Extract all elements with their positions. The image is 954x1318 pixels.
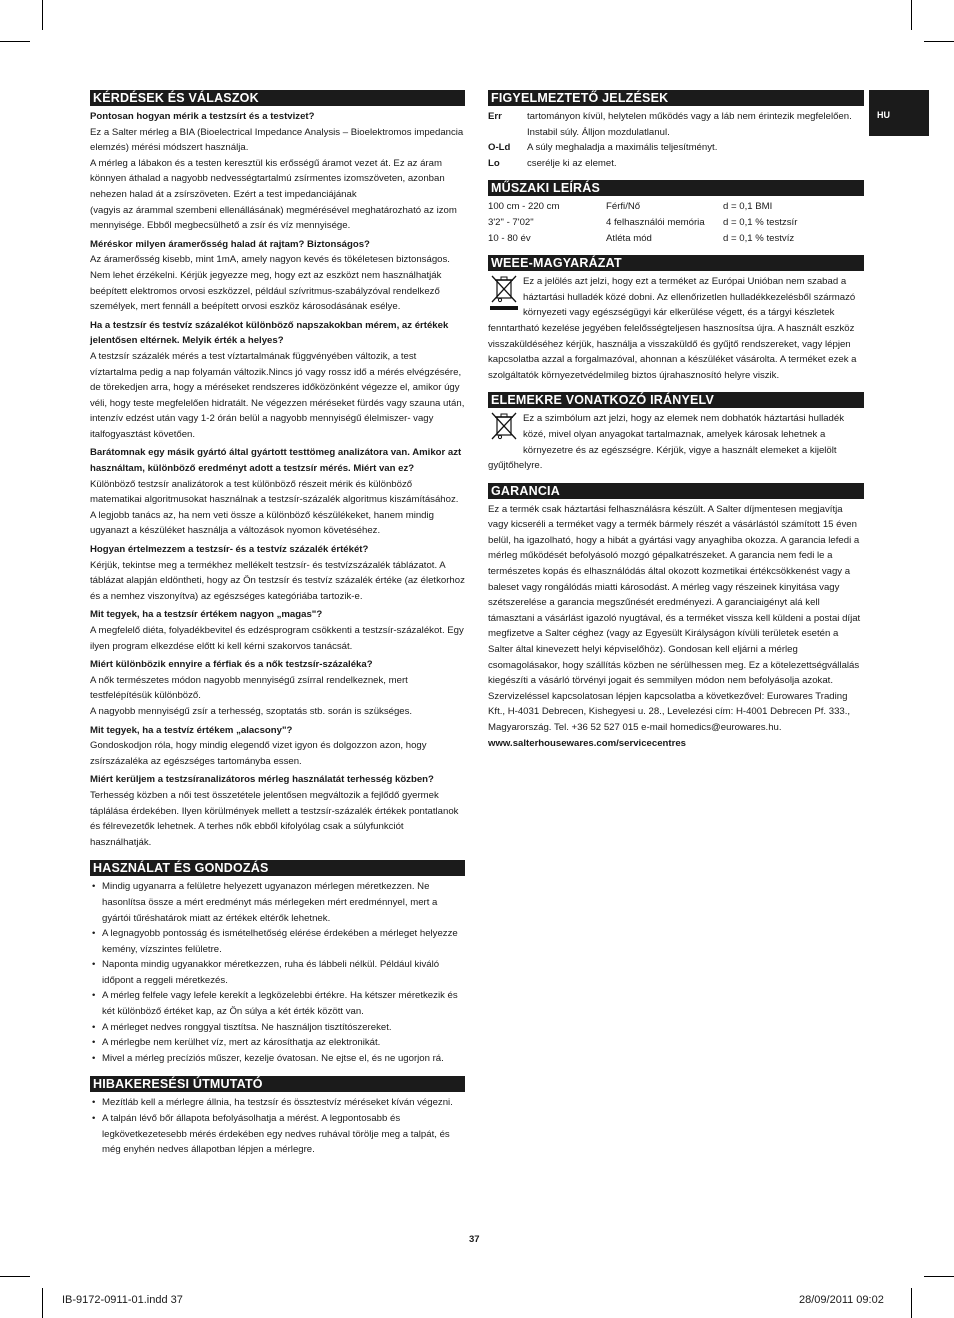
crop-mark bbox=[924, 1276, 954, 1277]
spec-cell: 10 - 80 év bbox=[488, 232, 531, 244]
qa-question: Miért kerüljem a testzsíranalizátoros mérleg használatát terhesség közben? bbox=[90, 774, 434, 786]
list-item: • Mindig ugyanarra a felületre helyezett ugyanazon mérlegen méretkezzen. Ne hasonlítsa össze a mért eredményt más mérlegeken mért eredménnyel, mert a gyártói tűréshatárok miatt az értékek eltérők lehetnek. bbox=[90, 879, 465, 926]
list-item: • A mérlegbe nem kerülhet víz, mert az károsíthatja az elektronikát. bbox=[90, 1035, 465, 1051]
qa-answer: Ez a Salter mérleg a BIA (Bioelectrical Impedance Analysis – Bioelektromos impedancia elemzés) mérési módszert használja. bbox=[90, 126, 464, 154]
spec-row bbox=[488, 231, 864, 247]
crop-mark bbox=[911, 0, 912, 30]
crossed-bin-icon bbox=[488, 274, 520, 312]
language-tab-label: HU bbox=[877, 110, 890, 120]
warranty-text: Ez a termék csak háztartási felhasználásra készült. A Salter díjmentesen megjavítja vagy kicseréli a terméket vagy a termék bármely részét a vásárlástól számított 15 éven belül, ha igazolható, hogy a hibát a gyártási vagy anyaghiba okozza. A garancia lefedi a mérleg működését befolyásoló mozgó gépalkatrészeket. A garancia nem fedi le a természetes kopás és elhasználódás által okozott kozmetikai értékcsökkenést vagy a baleset vagy rongálódás miatti károsodást. A mérleg vagy részeinek kinyitása vagy szétszerelése a garancia megszűnését eredményezi. A garanciaigényt alá kell támasztani a vásárlást igazoló nyugtával, és a terméket vissza kell küldeni a postai díjat megfizetve a Salter céghez (vagy az Egyesült Királyságon kívüli területek esetén a Salter által kinevezett helyi képviselőhöz). Gondosan kell eljárni a mérleg csomagolásakor, hogy szállítás közben ne sérülhessen meg. Ez a kötelezettségvállalás kiegészíti a vásárló törvényi jogait és semmilyen módon nem befolyásolja azokat. Szervizeléssel kapcsolatosan lépjen kapcsolatba a következővel: Eurowares Trading Kft., H-4031 Debrecen, Kishegyesi u. 28., Levelezési cím: H-4001 Debrecen Pf. 333., Magyarország. Tel. +36 52 527 015 e-mail homedics@eurowares.hu. bbox=[488, 503, 861, 733]
specs-heading: MŰSZAKI LEÍRÁS bbox=[488, 180, 864, 196]
warning-code: O-Ld bbox=[488, 142, 511, 154]
weee-heading: WEEE-MAGYARÁZAT bbox=[488, 255, 864, 271]
list-item: • A legnagyobb pontosság és ismételhetőség elérése érdekében a mérleget helyezze kemény, vízszintes felületre. bbox=[90, 926, 465, 957]
spec-cell: d = 0,1 BMI bbox=[723, 201, 773, 213]
left-column bbox=[90, 90, 465, 1158]
spec-row bbox=[488, 199, 864, 215]
warning-text: cserélje ki az elemet. bbox=[527, 157, 617, 169]
qa-question: Mit tegyek, ha a testvíz értékem „alacsony"? bbox=[90, 724, 293, 736]
spec-cell: Férfi/Nő bbox=[606, 201, 641, 213]
qa-answer: Különböző testzsír analizátorok a test különböző részeit mérik és különböző matematikai algoritmusokat használnak a testzsír-százalék algoritmus kiszámításához. A legjobb tanács az, ha nem veti össze a különböző készülékeket, hanem mindig ugyanazt a készüléket használja a változások nyomon követéséhez. bbox=[90, 478, 459, 537]
footer-file: IB-9172-0911-01.indd 37 bbox=[62, 1294, 183, 1306]
crop-mark bbox=[42, 0, 43, 30]
list-item: • A mérleg felfele vagy lefele kerekít a legközelebbi értékre. Ha kétszer méretkezik és két különböző értéket kap, az Ön súlya a két érték között van. bbox=[90, 988, 465, 1019]
weee-text: Ez a jelölés azt jelzi, hogy ezt a terméket az Európai Unióban nem szabad a háztartási hulladék közé dobni. Az ellenőrizetlen hulladékkezelésből származó környezeti vagy egészségügyi kár elkerülése végett, és a tárgyi készletek fenntartható kezelése jegyében felelősségteljesen hasznosítsa újra. A használt eszköz visszaküldéséhez kérjük, használja a visszaküldő és gyűjtő rendszereket, vagy lépjen kapcsolatba azzal a forgalmazóval, ahonnan a készüléket vásárolta. A terméket ezek a szolgáltatók környezetvédelmileg biztos újrahasznosító helyre viszik. bbox=[488, 276, 857, 381]
troubleshoot-list bbox=[90, 1095, 465, 1157]
crop-mark bbox=[911, 1288, 912, 1318]
spec-cell: d = 0,1 % testvíz bbox=[723, 232, 795, 244]
list-item: • A mérleget nedves ronggyal tisztítsa. Ne használjon tisztítószereket. bbox=[90, 1020, 465, 1036]
qa-answer: Kérjük, tekintse meg a termékhez mellékelt testzsír- és testvízszázalék táblázatot. A táblázat alapján eldöntheti, hogy az Ön testzsír és testvíz százalék értéke (az életkorhoz és a nemhez viszonyítva) az egészséges kategóriába tartozik-e. bbox=[90, 559, 465, 602]
qa-answer: Az áramerősség kisebb, mint 1mA, amely nagyon kevés és tökéletesen biztonságos. Nem lehet érzékelni. Kérjük jegyezze meg, hogy ezt az eszközt nem használhatják beépített elektromos orvosi eszközzel, például szívritmus-szabályzóval rendelkező személyek, mert fennáll a beépített orvosi eszköz károsodásának esélye. bbox=[90, 254, 450, 313]
qa-answer: Gondoskodjon róla, hogy mindig elegendő vizet igyon és dolgozzon azon, hogy zsírszázaléka az egészséges tartományba essen. bbox=[90, 740, 427, 767]
warning-code: Err bbox=[488, 111, 502, 122]
spec-cell: Atléta mód bbox=[606, 232, 652, 244]
warning-code: Lo bbox=[488, 157, 500, 169]
list-item: • Naponta mindig ugyanakkor méretkezzen, ruha és lábbeli nélkül. Például kiváló időpont a reggeli méretkezés. bbox=[90, 957, 465, 988]
battery-heading: ELEMEKRE VONATKOZÓ IRÁNYELV bbox=[488, 392, 864, 408]
qa-question: Miért különbözik ennyire a férfiak és a nők testzsír-százaléka? bbox=[90, 659, 373, 671]
warranty-heading: GARANCIA bbox=[488, 483, 864, 499]
service-link[interactable]: www.salterhousewares.com/servicecentres bbox=[488, 737, 687, 749]
qa-answer: A megfelelő diéta, folyadékbevitel és edzésprogram csökkenti a testzsír-százalékot. Egy ilyen program elkezdése előtt ki kell kérni szakorvos tanácsát. bbox=[90, 625, 464, 652]
page-number: 37 bbox=[469, 1234, 480, 1245]
spec-cell: 100 cm - 220 cm bbox=[488, 201, 560, 213]
qa-answer: (vagyis az árammal szembeni ellenállásának) megmérésével meghatározható az izom mennyisége. Ebből megbecsülhető a zsír és víz mennyisége. bbox=[90, 204, 457, 232]
qa-answer: A testzsír százalék mérés a test víztartalmának függvényében változik, a test víztartalma pedig a nap folyamán változik.Nincs jó vagy rossz idő a mérés elvégzésére, de törekedjen arra, hogy a méréseket rendszeres időközönként végezze el, amikor úgy véli, hogy teste megfelelően hidratált. Ne végezzen méréseket fürdés vagy szauna után, intenzív edzést után vagy 1-2 órán belül a nagyobb mennyiségű élelmiszer- vagy italfogyasztást követően. bbox=[90, 350, 465, 440]
crop-mark bbox=[924, 41, 954, 42]
crop-mark bbox=[42, 1288, 43, 1318]
crop-mark bbox=[0, 41, 30, 42]
crossed-bin-icon bbox=[488, 411, 520, 443]
qa-answer: A nagyobb mennyiségű zsír a terhesség, szoptatás stb. során is szükséges. bbox=[90, 705, 413, 717]
troubleshoot-heading: HIBAKERESÉSI ÚTMUTATÓ bbox=[90, 1076, 465, 1092]
warning-text: tartományon kívül, helytelen működés vagy a láb nem érintezik megfelelően. Instabil súly. Álljon mozdulatlanul. bbox=[527, 111, 852, 138]
usage-heading: HASZNÁLAT ÉS GONDOZÁS bbox=[90, 860, 465, 876]
spec-cell: 4 felhasználói memória bbox=[606, 216, 705, 228]
qa-answer: A mérleg a lábakon és a testen keresztül kis erősségű áramot vezet át. Ez az áram könnyen áthalad a nagyobb nedvességtartalmú zsírmentes izomszöveten, azonban nehezen halad át a zsírszöveten. Ezért a test impedanciájának bbox=[90, 157, 445, 200]
list-item: • Mivel a mérleg precíziós műszer, kezelje óvatosan. Ne ejtse el, és ne ugorjon rá. bbox=[90, 1051, 465, 1067]
warning-row bbox=[488, 109, 864, 140]
qa-question: Barátomnak egy másik gyártó által gyártott testtömeg analizátora van. Amikor azt használtam, különböző eredményt adott a testzsír mérés. Miért van ez? bbox=[90, 447, 462, 475]
language-tab bbox=[869, 90, 929, 136]
spec-row bbox=[488, 215, 864, 231]
qa-question: Ha a testzsír és testvíz százalékot különböző napszakokban mérem, az értékek jelentősen eltérnek. Melyik érték a helyes? bbox=[90, 319, 449, 347]
warning-text: A súly meghaladja a maximális teljesítményt. bbox=[527, 142, 718, 154]
footer-date: 28/09/2011 09:02 bbox=[799, 1294, 884, 1306]
qa-answer: Terhesség közben a női test összetétele jelentősen megváltozik a fejlődő gyermek táplálása érdekében. Ilyen körülmények mellett a testzsír-százalék értékek pontatlanok és félrevezetők lehetnek. A terhes nők ebből kifolyólag csak a súlyfunkciót használhatják. bbox=[90, 789, 459, 848]
usage-list bbox=[90, 879, 465, 1066]
spec-cell: d = 0,1 % testzsír bbox=[723, 216, 798, 228]
list-item: • Mezítláb kell a mérlegre állnia, ha testzsír és össztestvíz méréseket kíván végezni. bbox=[90, 1095, 465, 1111]
qa-question: Mit tegyek, ha a testzsír értékem nagyon „magas"? bbox=[90, 609, 323, 621]
warnings-heading: FIGYELMEZTETŐ JELZÉSEK bbox=[488, 90, 864, 106]
battery-text: Ez a szimbólum azt jelzi, hogy az elemek nem dobhatók háztartási hulladék közé, mivel olyan anyagokat tartalmaznak, amelyek károsak lehetnek a környezetre és az egészségre. Kérjük, vigye a használt elemeket a kijelölt gyűjtőhelyre. bbox=[488, 413, 845, 472]
warning-row bbox=[488, 140, 864, 156]
list-item: • A talpán lévő bőr állapota befolyásolhatja a mérést. A legpontosabb és legkövetkezetesebb mérés érdekében egy nedves ruhával törölje meg a talpát, és még enyhén nedves állapotban lépjen a mérlegre. bbox=[90, 1111, 465, 1158]
qa-heading: KÉRDÉSEK ÉS VÁLASZOK bbox=[90, 90, 465, 106]
weee-block bbox=[488, 274, 864, 383]
crop-mark bbox=[0, 1276, 30, 1277]
qa-question: Pontosan hogyan mérik a testzsírt és a testvizet? bbox=[90, 111, 315, 122]
qa-answer: A nők természetes módon nagyobb mennyiségű zsírral rendelkeznek, mert testfelépítésük különböző. bbox=[90, 674, 408, 702]
right-column bbox=[488, 90, 864, 751]
qa-question: Hogyan értelmezzem a testzsír- és a testvíz százalék értékét? bbox=[90, 544, 369, 556]
spec-cell: 3'2" - 7'02" bbox=[488, 216, 534, 228]
battery-block bbox=[488, 411, 864, 473]
qa-question: Méréskor milyen áramerősség halad át rajtam? Biztonságos? bbox=[90, 238, 370, 250]
warning-row bbox=[488, 156, 864, 172]
